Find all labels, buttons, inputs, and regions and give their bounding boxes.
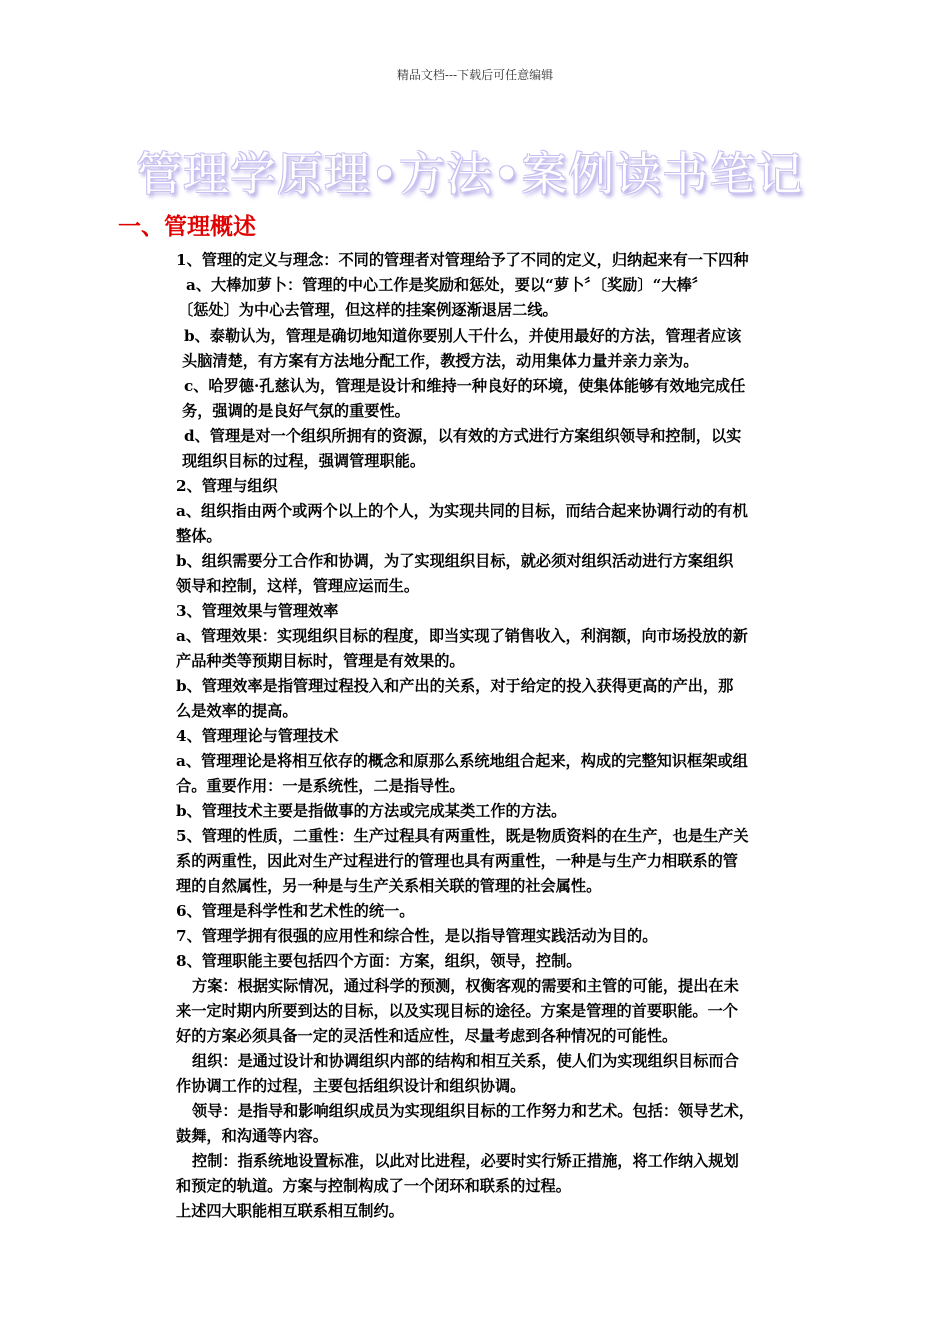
text-line: 鼓舞，和沟通等内容。 (176, 1127, 328, 1145)
section-heading: 一、管理概述 (118, 214, 256, 240)
text-line: 8、管理职能主要包括四个方面：方案，组织，领导，控制。 (176, 952, 582, 970)
text-line: 6、管理是科学性和艺术性的统一。 (176, 902, 415, 920)
text-line: 务，强调的是良好气氛的重要性。 (182, 402, 410, 420)
text-line: 4、管理理论与管理技术 (176, 727, 339, 745)
text-line: 理的自然属性，另一种是与生产关系相关联的管理的社会属性。 (176, 877, 602, 895)
text-line: a、管理理论是将相互依存的概念和原那么系统地组合起来，构成的完整知识框架或组 (176, 752, 748, 770)
text-line: a、管理效果：实现组织目标的程度，即当实现了销售收入，利润额，向市场投放的新 (176, 627, 748, 645)
text-line: 1、管理的定义与理念：不同的管理者对管理给予了不同的定义，归纳起来有一下四种 (176, 251, 749, 269)
text-line: 现组织目标的过程，强调管理职能。 (182, 452, 425, 470)
text-line: 好的方案必须具备一定的灵活性和适应性，尽量考虑到各种情况的可能性。 (176, 1027, 678, 1045)
text-line: 组织：是通过设计和协调组织内部的结构和相互关系，使人们为实现组织目标而合 (192, 1052, 739, 1070)
text-line: 3、管理效果与管理效率 (176, 602, 339, 620)
document-title: 管理学原理•方法•案例读书笔记 (136, 147, 804, 201)
text-line: 来一定时期内所要到达的目标，以及实现目标的途径。方案是管理的首要职能。一个 (176, 1002, 738, 1020)
text-line: 领导：是指导和影响组织成员为实现组织目标的工作努力和艺术。包括：领导艺术， (192, 1102, 754, 1120)
text-line: 控制：指系统地设置标准，以此对比进程，必要时实行矫正措施，将工作纳入规划 (192, 1152, 739, 1170)
text-line: 领导和控制，这样，管理应运而生。 (176, 577, 419, 595)
text-line: 作协调工作的过程，主要包括组织设计和组织协调。 (176, 1077, 526, 1095)
text-line: b、泰勒认为，管理是确切地知道你要别人干什么，并使用最好的方法，管理者应该 (184, 327, 742, 345)
text-line: 和预定的轨道。方案与控制构成了一个闭环和联系的过程。 (176, 1177, 571, 1195)
text-line: 7、管理学拥有很强的应用性和综合性，是以指导管理实践活动为目的。 (176, 927, 658, 945)
text-line: 5、管理的性质，二重性：生产过程具有两重性，既是物质资料的在生产，也是生产关 (176, 827, 749, 845)
text-line: b、管理效率是指管理过程投入和产出的关系，对于给定的投入获得更高的产出，那 (176, 677, 734, 695)
text-line: b、管理技术主要是指做事的方法或完成某类工作的方法。 (176, 802, 567, 820)
text-line: c、哈罗德·孔慈认为，管理是设计和维持一种良好的环境，使集体能够有效地完成任 (184, 377, 746, 395)
text-line: d、管理是对一个组织所拥有的资源，以有效的方式进行方案组织领导和控制，以实 (184, 427, 742, 445)
text-line: 系的两重性，因此对生产过程进行的管理也具有两重性，一种是与生产力相联系的管 (176, 852, 738, 870)
header-note: 精品文档---下载后可任意编辑 (396, 68, 554, 82)
text-line: 方案：根据实际情况，通过科学的预测，权衡客观的需要和主管的可能，提出在未 (192, 977, 739, 995)
text-line: 产品种类等预期目标时，管理是有效果的。 (176, 652, 465, 670)
text-line: 上述四大职能相互联系相互制约。 (176, 1202, 404, 1220)
text-line: a、组织指由两个或两个以上的个人，为实现共同的目标，而结合起来协调行动的有机 (176, 502, 748, 520)
text-line: b、组织需要分工合作和协调，为了实现组织目标，就必须对组织活动进行方案组织 (176, 552, 734, 570)
text-line: 2、管理与组织 (176, 477, 278, 495)
text-line: 么是效率的提高。 (176, 702, 298, 720)
text-line: 合。重要作用：一是系统性，二是指导性。 (176, 777, 465, 795)
text-line: 〔惩处〕为中心去管理，但这样的挂案例逐渐退居二线。 (178, 301, 558, 319)
text-line: 头脑清楚，有方案有方法地分配工作，教授方法，动用集体力量并亲力亲为。 (182, 352, 699, 370)
text-line: a、大棒加萝卜：管理的中心工作是奖励和惩处，要以“萝卜〞〔奖励〕“大棒〞 (186, 276, 707, 294)
text-line: 整体。 (176, 527, 222, 545)
